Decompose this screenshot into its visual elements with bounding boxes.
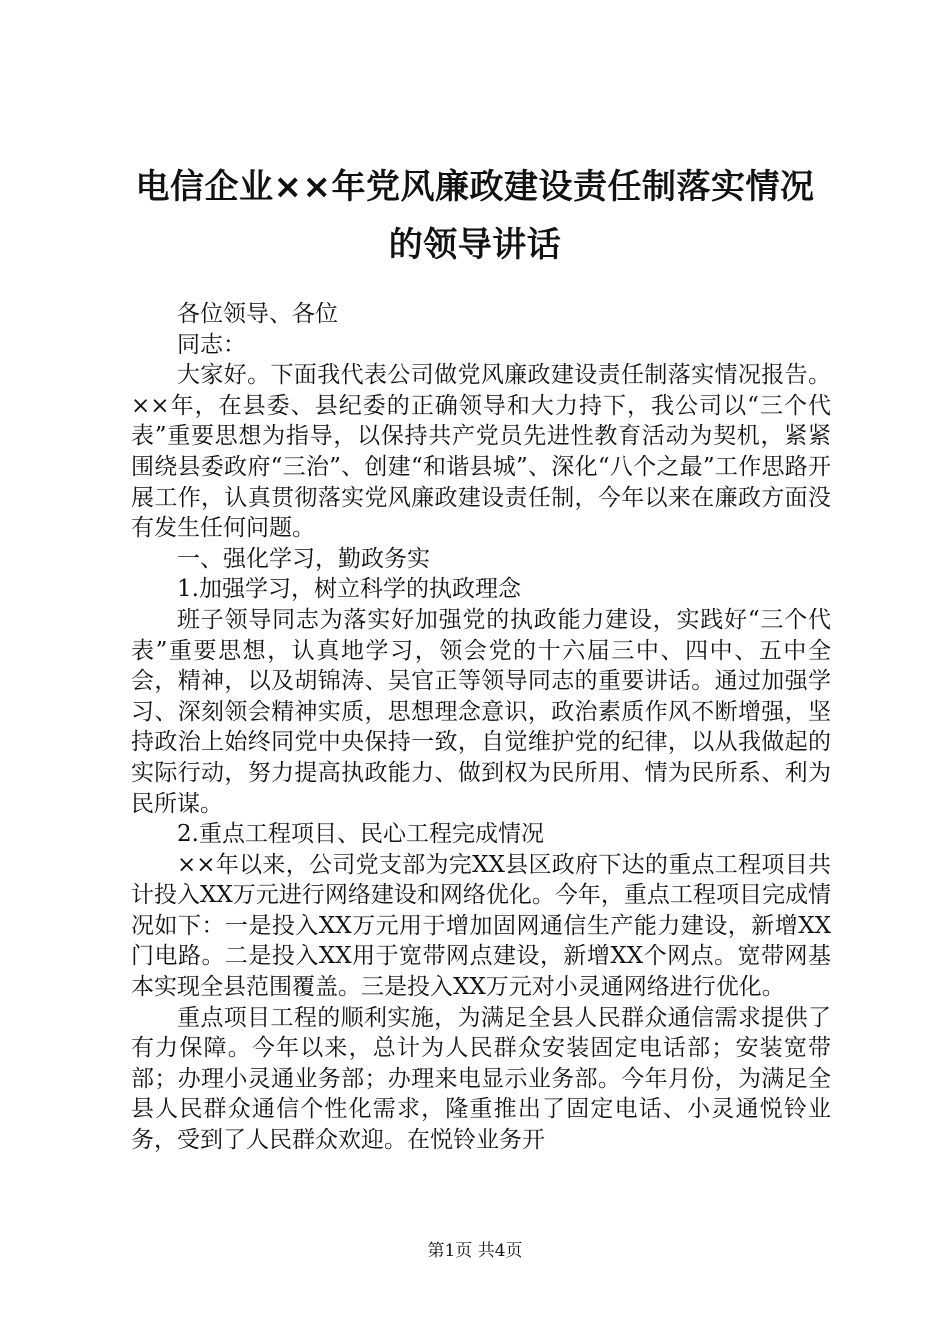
document-body (131, 299, 831, 1156)
title-line-2: 的领导讲话 (388, 225, 562, 265)
title-line-1: 电信企业××年党风廉政建设责任制落实情况 (135, 167, 815, 207)
section-heading: 一、强化学习，勤政务实 (177, 545, 430, 572)
subsection-heading: 1.加强学习，树立科学的执政理念 (177, 576, 521, 603)
salutation-line-1: 各位领导、各位 (177, 301, 338, 327)
document-title (120, 158, 830, 274)
page-footer: 第1页 共4页 (427, 1241, 523, 1261)
body-paragraph: 重点项目工程的顺利实施，为满足全县人民群众通信需求提供了有力保障。今年以来，总计为人民群众安装固定电话部；安装宽带部；办理小灵通业务部；办理来电显示业务部。今年月份，为满足全县人民群众通信个性化需求，隆重推出了固定电话、小灵通悦铃业务，受到了人民群众欢迎。在悦铃业务开 (131, 1004, 831, 1154)
subsection-heading: 2.重点工程项目、民心工程完成情况 (177, 821, 544, 848)
body-paragraph: 大家好。下面我代表公司做党风廉政建设责任制落实情况报告。××年，在县委、县纪委的正确领导和大力持下，我公司以“三个代表”重要思想为指导，以保持共产党员先进性教育活动为契机，紧紧围绕县委政府“三治”、创建“和谐县城”、深化“八个之最”工作思路开展工作，认真贯彻落实党风廉政建设责任制，今年以来在廉政方面没有发生任何问题。 (131, 362, 831, 542)
body-paragraph: ××年以来，公司党支部为完XX县区政府下达的重点工程项目共计投入XX万元进行网络建设和网络优化。今年，重点工程项目完成情况如下：一是投入XX万元用于增加固网通信生产能力建设，新增XX门电路。二是投入XX用于宽带网点建设，新增XX个网点。宽带网基本实现全县范围覆盖。三是投入XX万元对小灵通网络进行优化。 (131, 851, 831, 1001)
salutation-line-2: 同志： (177, 331, 246, 358)
body-paragraph: 班子领导同志为落实好加强党的执政能力建设，实践好“三个代表”重要思想，认真地学习，领会党的十六届三中、四中、五中全会，精神，以及胡锦涛、吴官正等领导同志的重要讲话。通过加强学习、深刻领会精神实质，思想理念意识，政治素质作风不断增强，坚持政治上始终同党中央保持一致，自觉维护党的纪律，以从我做起的实际行动，努力提高执政能力、做到权为民所用、情为民所系、利为民所谋。 (131, 606, 831, 817)
